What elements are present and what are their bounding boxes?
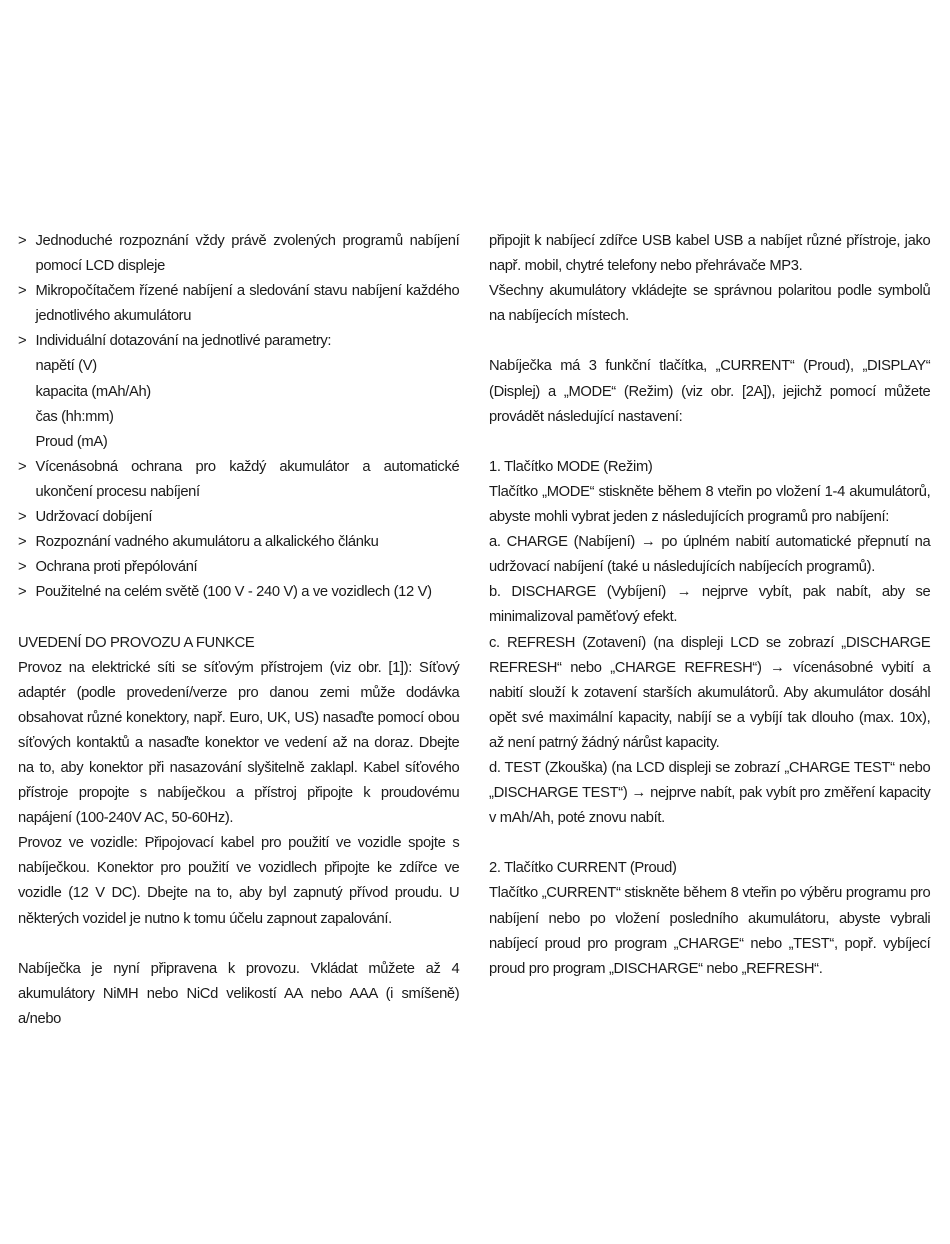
polarity-paragraph: Všechny akumulátory vkládejte se správnou polaritou podle symbolů na nabíjecích místech. (489, 282, 931, 325)
feature-text: Ochrana proti přepólování (35, 558, 198, 576)
current-paragraph: Tlačítko „CURRENT“ stiskněte během 8 vteřin po výběru programu pro nabíjení nebo po vložení posledního akumulátoru, abyste vybrali nabíjecí proud pro program „CHARGE“ nebo „TEST“, popř. vybíjecí proud pro program „DISCHARGE“ nebo „REFRESH“. (489, 884, 931, 977)
current-heading: 2. Tlačítko CURRENT (Proud) (489, 859, 677, 877)
spacer (489, 830, 930, 855)
mains-operation-paragraph: Provoz na elektrické síti se síťovým přístrojem (viz obr. [1]): Síťový adaptér (podle provedení/verze pro danou zemi může dodávka obsahovat různé konektory, např. Euro, UK, US) nasaďte pomocí obou síťových kontaktů a nasaďte konektor ve vedení až na doraz. Dbejte na to, aby konektor při nasazování slyšitelně zaklapl. Kabel síťového přístroje propojte s nabíječkou a přístroj připojte k proudovému napájení (100-240V AC, 50-60Hz). (18, 658, 460, 827)
feature-bullet (18, 504, 459, 529)
parameter-item: čas (hh:mm) (35, 407, 114, 425)
parameter-item: Proud (mA) (35, 432, 108, 450)
spacer (18, 604, 459, 629)
feature-bullet (18, 278, 459, 328)
left-column (18, 228, 459, 1031)
ready-paragraph: Nabíječka je nyní připravena k provozu. Vkládat můžete až 4 akumulátory NiMH nebo NiCd velikostí AA nebo AAA (i smíšeně) a/nebo (18, 959, 460, 1027)
section-heading: UVEDENÍ DO PROVOZU A FUNKCE (18, 633, 255, 651)
feature-bullet (18, 228, 459, 278)
feature-text: Jednoduché rozpoznání vždy právě zvolených programů nabíjení pomocí LCD displeje (35, 232, 460, 275)
bullet-marker: > (18, 583, 27, 601)
feature-text: Rozpoznání vadného akumulátoru a alkalického článku (35, 533, 379, 551)
bullet-marker: > (18, 232, 27, 249)
bullet-marker: > (18, 508, 27, 526)
usb-paragraph: připojit k nabíjecí zdířce USB kabel USB a nabíjet různé přístroje, jako např. mobil, chytré telefony nebo přehrávače MP3. (489, 232, 931, 275)
spacer (489, 328, 930, 353)
buttons-paragraph: Nabíječka má 3 funkční tlačítka, „CURRENT“ (Proud), „DISPLAY“ (Displej) a „MODE“ (Režim) (viz obr. [2A]), jejichž pomocí můžete provádět následující nastavení: (489, 357, 931, 425)
feature-text: Mikropočítačem řízené nabíjení a sledování stavu nabíjení každého jednotlivého akumulátoru (35, 282, 460, 325)
feature-bullet (18, 454, 459, 504)
mode-intro: Tlačítko „MODE“ stiskněte během 8 vteřin po vložení 1-4 akumulátorů, abyste mohli vybrat jeden z následujících programů pro nabíjení: (489, 482, 931, 526)
parameter-item: napětí (V) (35, 357, 97, 375)
bullet-marker: > (18, 457, 27, 475)
spacer (489, 429, 930, 454)
mode-option-refresh: c. REFRESH (Zotavení) (na displeji LCD se zobrazí „DISCHARGE REFRESH“ nebo „CHARGE REFRESH“) → vícenásobné vybití a nabití slouží k zotavení starších akumulátorů. Aby akumulátor dosáhl opět své maximální kapacity, nabíjí se a vybíjí tak dlouho (max. 10x), až není patrný žádný nárůst kapacity. (489, 633, 931, 751)
feature-text: Vícenásobná ochrana pro každý akumulátor a automatické ukončení procesu nabíjení (35, 457, 460, 500)
mode-option-test: d. TEST (Zkouška) (na LCD displeji se zobrazí „CHARGE TEST“ nebo „DISCHARGE TEST“) → nejprve nabít, pak vybít pro změření kapacity v mAh/Ah, poté znovu nabít. (489, 758, 931, 827)
feature-text: Individuální dotazování na jednotlivé parametry: (35, 332, 332, 350)
bullet-marker: > (18, 332, 27, 350)
bullet-marker: > (18, 533, 27, 551)
mode-option-charge: a. CHARGE (Nabíjení) → po úplném nabití automatické přepnutí na udržovací nabíjení (také u následujících nabíjecích programů). (489, 533, 931, 576)
mode-option-discharge: b. DISCHARGE (Vybíjení) → nejprve vybít, pak nabít, aby se minimalizoval paměťový efekt. (489, 583, 931, 626)
feature-text: Použitelné na celém světě (100 V - 240 V) a ve vozidlech (12 V) (35, 583, 432, 601)
right-column (489, 228, 930, 981)
parameter-item: kapacita (mAh/Ah) (35, 382, 151, 400)
bullet-marker: > (18, 558, 27, 576)
bullet-marker: > (18, 282, 27, 300)
feature-bullet (18, 529, 459, 554)
spacer (18, 931, 459, 956)
feature-text: Udržovací dobíjení (35, 508, 153, 526)
feature-bullet (18, 579, 459, 604)
mode-heading: 1. Tlačítko MODE (Režim) (489, 457, 653, 475)
feature-bullet (18, 554, 459, 579)
vehicle-operation-paragraph: Provoz ve vozidle: Připojovací kabel pro použití ve vozidle spojte s nabíječkou. Konektor pro použití ve vozidlech připojte ke zdířce ve vozidle (12 V DC). Dbejte na to, aby byl zapnutý přívod proudu. U některých vozidel je nutno k tomu účelu zapnout zapalování. (18, 834, 460, 927)
feature-bullet (18, 328, 459, 353)
